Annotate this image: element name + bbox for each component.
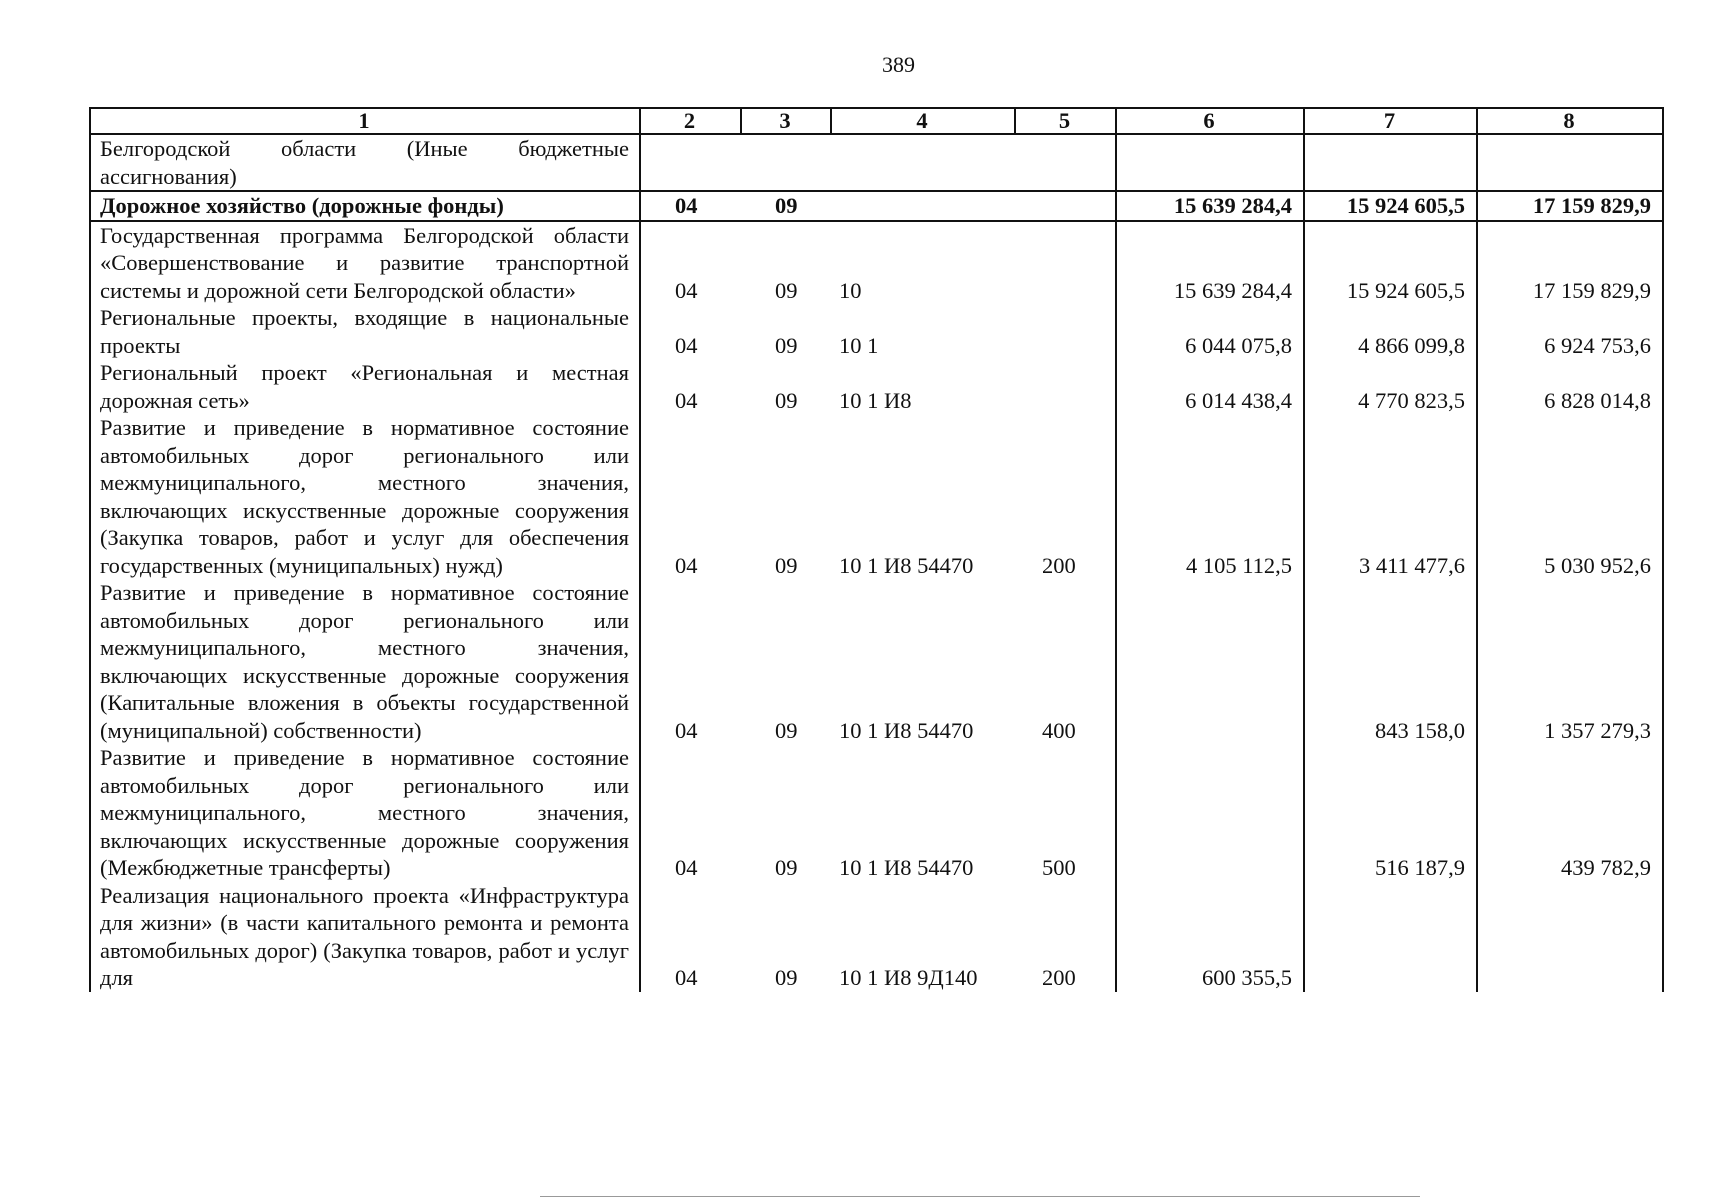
cell-col-5: 200 — [1015, 414, 1116, 579]
table-header-row — [90, 108, 1663, 134]
cell-col-7: 4 866 099,8 — [1304, 304, 1477, 359]
cell-col-4: 10 — [839, 277, 862, 303]
cell-col-8: 17 159 829,9 — [1477, 191, 1663, 221]
cell-col-3 — [741, 134, 831, 191]
col-header-2: 2 — [640, 108, 741, 134]
cell-col-7: 15 924 605,5 — [1304, 191, 1477, 221]
cell-col-2: 04 — [640, 744, 741, 882]
cell-col-8: 6 924 753,6 — [1477, 304, 1663, 359]
cell-col-4: 10 1 И8 9Д140 — [839, 965, 978, 990]
page-number: 389 — [882, 52, 915, 77]
col-header-3: 3 — [741, 108, 831, 134]
cell-col-3: 09 — [775, 717, 798, 743]
cell-col-7 — [1304, 882, 1477, 992]
table-row — [90, 191, 1663, 221]
cell-col-5 — [1015, 221, 1116, 305]
cell-col-7: 4 770 823,5 — [1304, 359, 1477, 414]
cell-col-4: 10 1 И8 54470 — [839, 717, 974, 743]
cell-col-7: 843 158,0 — [1304, 579, 1477, 744]
table-row — [90, 882, 1663, 992]
table-row — [90, 579, 1663, 744]
cell-col-5 — [1015, 304, 1116, 359]
cell-col-8: 17 159 829,9 — [1477, 221, 1663, 305]
row-name-cell: Реализация национального проекта «Инфраструктура для жизни» (в части капитального ремонта и ремонта автомобильных дорог) (Закупка товаров, работ и услуг для — [90, 882, 640, 992]
cell-col-6: 4 105 112,5 — [1116, 414, 1304, 579]
cell-col-8 — [1477, 134, 1663, 191]
cell-col-2: 04 — [640, 191, 741, 221]
cell-col-8: 1 357 279,3 — [1477, 579, 1663, 744]
cell-col-2 — [640, 134, 741, 191]
cell-col-3: 09 — [775, 277, 798, 303]
cell-col-2: 04 — [640, 304, 741, 359]
table-row — [90, 744, 1663, 882]
row-name-cell: Развитие и приведение в нормативное состояние автомобильных дорог регионального или межмуниципального, местного значения, включающих искусственные дорожные сооружения (Капитальные вложения в объекты государственной (муниципальной) собственности) — [90, 579, 640, 744]
cell-col-2: 04 — [640, 359, 741, 414]
cell-col-5 — [1015, 191, 1116, 221]
cell-col-5: 200 — [1015, 882, 1116, 992]
cell-col-6: 15 639 284,4 — [1116, 191, 1304, 221]
row-name-cell: Развитие и приведение в нормативное состояние автомобильных дорог регионального или межмуниципального, местного значения, включающих искусственные дорожные сооружения (Межбюджетные трансферты) — [90, 744, 640, 882]
row-name-cell: Региональные проекты, входящие в национальные проекты — [90, 304, 640, 359]
cell-col-6 — [1116, 134, 1304, 191]
table-body — [90, 134, 1663, 992]
cell-col-2: 04 — [640, 579, 741, 744]
col-header-6: 6 — [1116, 108, 1304, 134]
col-header-7: 7 — [1304, 108, 1477, 134]
row-name-cell: Региональный проект «Региональная и местная дорожная сеть» — [90, 359, 640, 414]
cell-col-8: 6 828 014,8 — [1477, 359, 1663, 414]
col-header-1: 1 — [90, 108, 640, 134]
row-name-cell: Развитие и приведение в нормативное состояние автомобильных дорог регионального или межмуниципального, местного значения, включающих искусственные дорожные сооружения (Закупка товаров, работ и услуг для обеспечения государственных (муниципальных) нужд) — [90, 414, 640, 579]
budget-table — [89, 107, 1664, 992]
cell-col-4: 10 1 И8 54470 — [839, 855, 974, 880]
row-name-cell: Государственная программа Белгородской области «Совершенствование и развитие транспортной системы и дорожной сети Белгородской области» — [90, 221, 640, 305]
cell-col-3: 09 — [775, 965, 798, 990]
cell-col-8: 439 782,9 — [1477, 744, 1663, 882]
cell-col-5: 400 — [1015, 579, 1116, 744]
row-name-cell: Белгородской области (Иные бюджетные ассигнования) — [90, 134, 640, 191]
cell-col-5 — [1015, 134, 1116, 191]
cell-col-4 — [831, 191, 1015, 221]
cell-col-5: 500 — [1015, 744, 1116, 882]
cell-col-6: 6 044 075,8 — [1116, 304, 1304, 359]
cell-col-8: 5 030 952,6 — [1477, 414, 1663, 579]
cell-col-6 — [1116, 744, 1304, 882]
cell-col-4: 10 1 И8 — [839, 387, 912, 413]
cell-col-3: 09 — [775, 855, 798, 880]
cell-col-2: 04 — [640, 221, 741, 305]
cell-col-2: 04 — [640, 414, 741, 579]
cell-col-3: 09 — [775, 387, 798, 413]
cell-col-5 — [1015, 359, 1116, 414]
cell-col-7 — [1304, 134, 1477, 191]
cell-col-3: 09 — [775, 552, 798, 578]
col-header-8: 8 — [1477, 108, 1663, 134]
cell-col-8 — [1477, 882, 1663, 992]
table-row — [90, 414, 1663, 579]
bottom-rule — [540, 1196, 1420, 1197]
col-header-4: 4 — [831, 108, 1015, 134]
cell-col-4: 10 1 — [839, 332, 879, 358]
table-row — [90, 304, 1663, 359]
row-name-cell: Дорожное хозяйство (дорожные фонды) — [90, 191, 640, 221]
table-row — [90, 221, 1663, 305]
cell-col-3: 09 — [741, 191, 831, 221]
cell-col-6: 15 639 284,4 — [1116, 221, 1304, 305]
cell-col-6: 6 014 438,4 — [1116, 359, 1304, 414]
table-row — [90, 359, 1663, 414]
cell-col-7: 516 187,9 — [1304, 744, 1477, 882]
cell-col-4: 10 1 И8 54470 — [839, 552, 974, 578]
cell-col-7: 3 411 477,6 — [1304, 414, 1477, 579]
cell-col-6: 600 355,5 — [1116, 882, 1304, 992]
table-row — [90, 134, 1663, 191]
cell-col-4 — [831, 134, 1015, 191]
cell-col-2: 04 — [640, 882, 741, 992]
cell-col-7: 15 924 605,5 — [1304, 221, 1477, 305]
cell-col-3: 09 — [775, 332, 798, 358]
col-header-5: 5 — [1015, 108, 1116, 134]
cell-col-6 — [1116, 579, 1304, 744]
